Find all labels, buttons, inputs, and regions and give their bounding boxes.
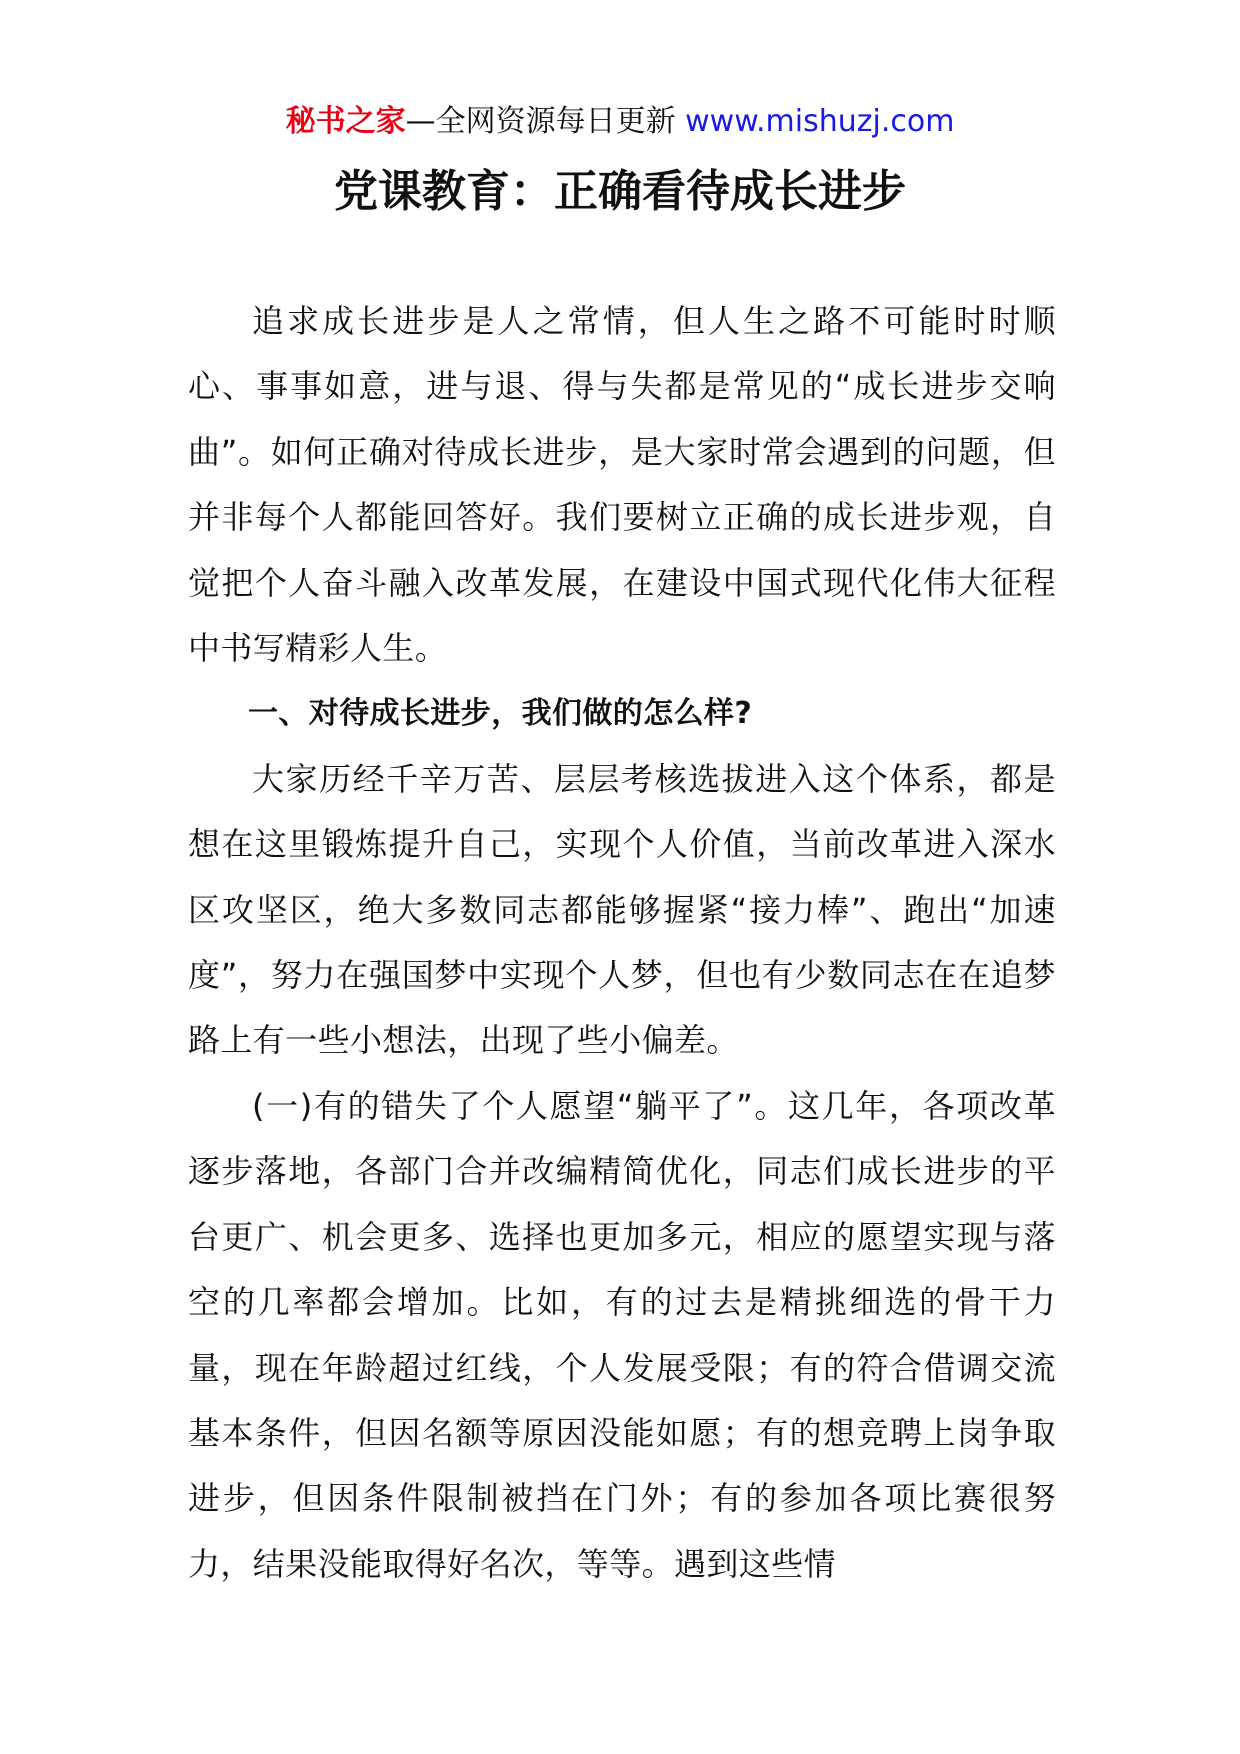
body-paragraph: 大家历经千辛万苦、层层考核选拔进入这个体系，都是想在这里锻炼提升自己，实现个人价值，当前改革进入深水区攻坚区，绝大多数同志都能够握紧“接力棒”、跑出“加速度”，努力在强国梦中实现个人梦，但也有少数同志在在追梦路上有一些小想法，出现了些小偏差。 — [188, 759, 1056, 1060]
brand-name: 秘书之家 — [285, 104, 406, 139]
site-header — [0, 100, 1240, 144]
header-slogan: —全网资源每日更新 — [405, 104, 686, 139]
document-body — [188, 289, 1056, 1597]
intro-paragraph: 追求成长进步是人之常情，但人生之路不可能时时顺心、事事如意，进与退、得与失都是常见的“成长进步交响曲”。如何正确对待成长进步，是大家时常会遇到的问题，但并非每个人都能回答好。我们要树立正确的成长进步观，自觉把个人奋斗融入改革发展，在建设中国式现代化伟大征程中书写精彩人生。 — [188, 302, 1056, 668]
document-title: 党课教育：正确看待成长进步 — [334, 166, 906, 217]
section-heading: 一、对待成长进步，我们做的怎么样? — [248, 696, 753, 732]
site-url-link[interactable]: www.mishuzj.com — [685, 104, 955, 139]
body-paragraph: (一)有的错失了个人愿望“躺平了”。这几年，各项改革逐步落地，各部门合并改编精简优化，同志们成长进步的平台更广、机会更多、选择也更加多元，相应的愿望实现与落空的几率都会增加。比如，有的过去是精挑细选的骨干力量，现在年龄超过红线，个人发展受限；有的符合借调交流基本条件，但因名额等原因没能如愿；有的想竞聘上岗争取进步，但因条件限制被挡在门外；有的参加各项比赛很努力，结果没能取得好名次，等等。遇到这些情 — [188, 1086, 1056, 1583]
